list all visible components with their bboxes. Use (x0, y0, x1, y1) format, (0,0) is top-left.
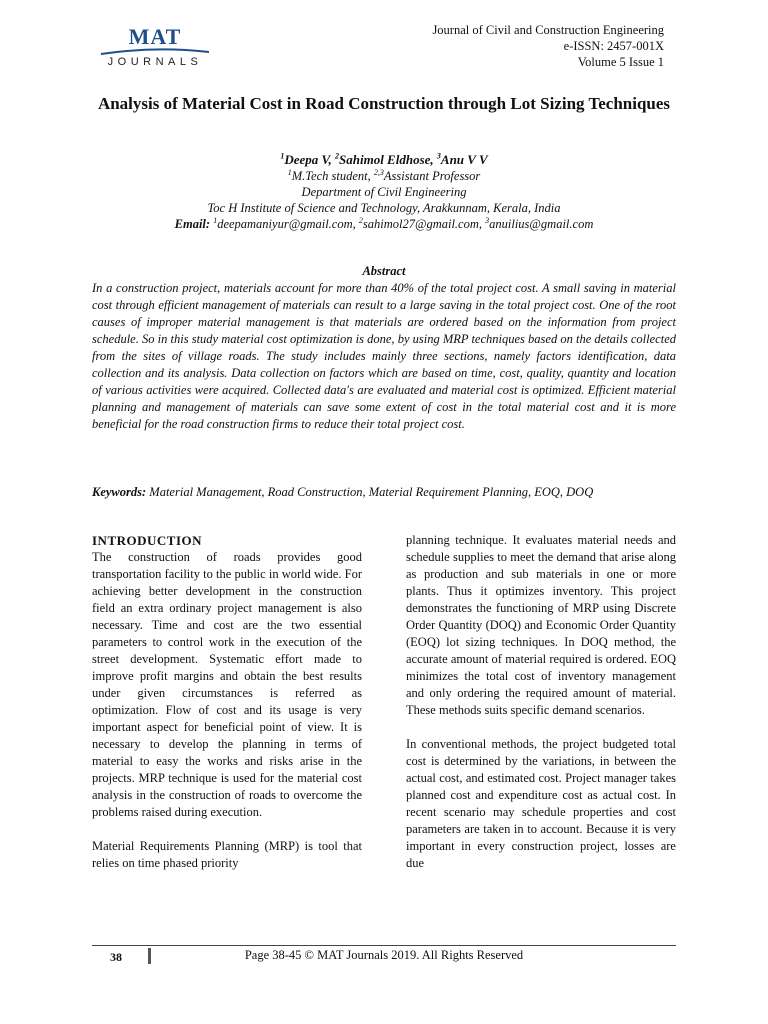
paragraph: The construction of roads provides good transportation facility to the public in world wide. For achieving better development in the construction field an extra ordinary project management is also necessary. Time and cost are the two essential parameters to control work in the execution of the street development. Systematic effort made to improve profit margins and obtain the best results under given circumstances is referred as optimization. Flow of cost and its usage is very important aspect for beneficial point of view. It is necessary to develop the planning in terms of material to easy the works and risks arise in the projects. MRP technique is used for the material cost analysis in the construction of roads to overcome the problems raised during execution. (92, 550, 362, 819)
section-heading-introduction: INTRODUCTION (92, 533, 203, 548)
email-line (90, 216, 678, 232)
author-block (90, 152, 678, 232)
abstract-heading: Abstract (362, 264, 406, 278)
email-sup: 1 (213, 215, 218, 225)
author-sup: 1 (280, 151, 285, 161)
role-professor: Assistant Professor (383, 169, 481, 183)
author-list (90, 152, 678, 168)
department: Department of Civil Engineering (301, 185, 467, 199)
journal-volume: Volume 5 Issue 1 (577, 55, 664, 69)
author-name: Deepa V, (284, 152, 336, 167)
logo-swoosh-icon (99, 48, 211, 56)
footer-copyright: Page 38-45 © MAT Journals 2019. All Rights Reserved (244, 948, 524, 962)
author-name: Anu V V (440, 152, 488, 167)
keywords-label: Keywords: (92, 485, 147, 499)
journal-logo (96, 26, 214, 69)
email-label: Email: (174, 217, 214, 231)
paragraph: Material Requirements Planning (MRP) is tool that relies on time phased priority (92, 839, 362, 870)
role-sup: 2,3 (373, 167, 384, 177)
footer-divider (92, 945, 676, 946)
logo-subtext: JOURNALS (107, 56, 203, 68)
email-address[interactable]: deepamaniyur@gmail.com, (217, 217, 359, 231)
role-sup: 1 (287, 167, 292, 177)
paragraph: planning technique. It evaluates material needs and schedule supplies to meet the demand that arise along as production and sub materials in one or more plants. Thus it optimizes inventory. This project demonstrates the functioning of MRP using Discrete Order Quantity (DOQ) and Economic Order Quantity (EOQ) lot sizing techniques. In DOQ method, the accurate amount of material required is ordered. EOQ minimizes the total cost of inventory management and only ordering the required amount of material. These methods suits specific demand scenarios. (406, 533, 676, 717)
journal-issn: e-ISSN: 2457-001X (563, 39, 664, 53)
author-sup: 2 (335, 151, 340, 161)
author-roles (90, 168, 678, 184)
logo-brand: MAT (128, 24, 182, 49)
page-number: 38 (110, 950, 122, 964)
paragraph: In conventional methods, the project budgeted total cost is determined by the variations, in between the actual cost, and estimated cost. Project manager takes planned cost and expenditure cost as actual cost. In recent scenario may schedule properties and cost parameters are taken in to account. Because it is very important in every construction project, losses are due (406, 737, 676, 870)
email-sup: 2 (358, 215, 363, 225)
email-address[interactable]: anuilius@gmail.com (489, 217, 594, 231)
column-left (92, 532, 362, 889)
email-address[interactable]: sahimol27@gmail.com, (362, 217, 486, 231)
keywords (92, 484, 652, 501)
role-student: M.Tech student, (291, 169, 374, 183)
journal-name: Journal of Civil and Construction Engineering (432, 23, 664, 37)
email-sup: 3 (485, 215, 490, 225)
author-sup: 3 (436, 151, 441, 161)
abstract-body: In a construction project, materials account for more than 40% of the total project cost. A small saving in material cost through efficient management of materials can result to a large saving in the total project cost. One of the root causes of improper material management is that materials are ordered based on the information from project schedule. So in this study material cost optimization is done, by using MRP techniques based on the details collected from the sites of village roads. The study includes mainly three sections, namely factors identification, data collection and its analysis. Data collection on factors which are based on time, cost, quality, quantity and location of various activities were acquired. Collected data's are evaluated and material cost is optimized. Efficient material planning and management of materials can save some extent of cost in the total material cost and it is more beneficial for the road construction firms to reduce their total project cost. (92, 281, 676, 431)
paper-title: Analysis of Material Cost in Road Construction through Lot Sizing Techniques (97, 94, 671, 113)
column-right (406, 532, 676, 889)
author-name: Sahimol Eldhose, (339, 152, 437, 167)
institute: Toc H Institute of Science and Technology, Arakkunnam, Kerala, India (207, 201, 561, 215)
keywords-text: Material Management, Road Construction, Material Requirement Planning, EOQ, DOQ (146, 485, 594, 499)
journal-info (432, 22, 664, 70)
